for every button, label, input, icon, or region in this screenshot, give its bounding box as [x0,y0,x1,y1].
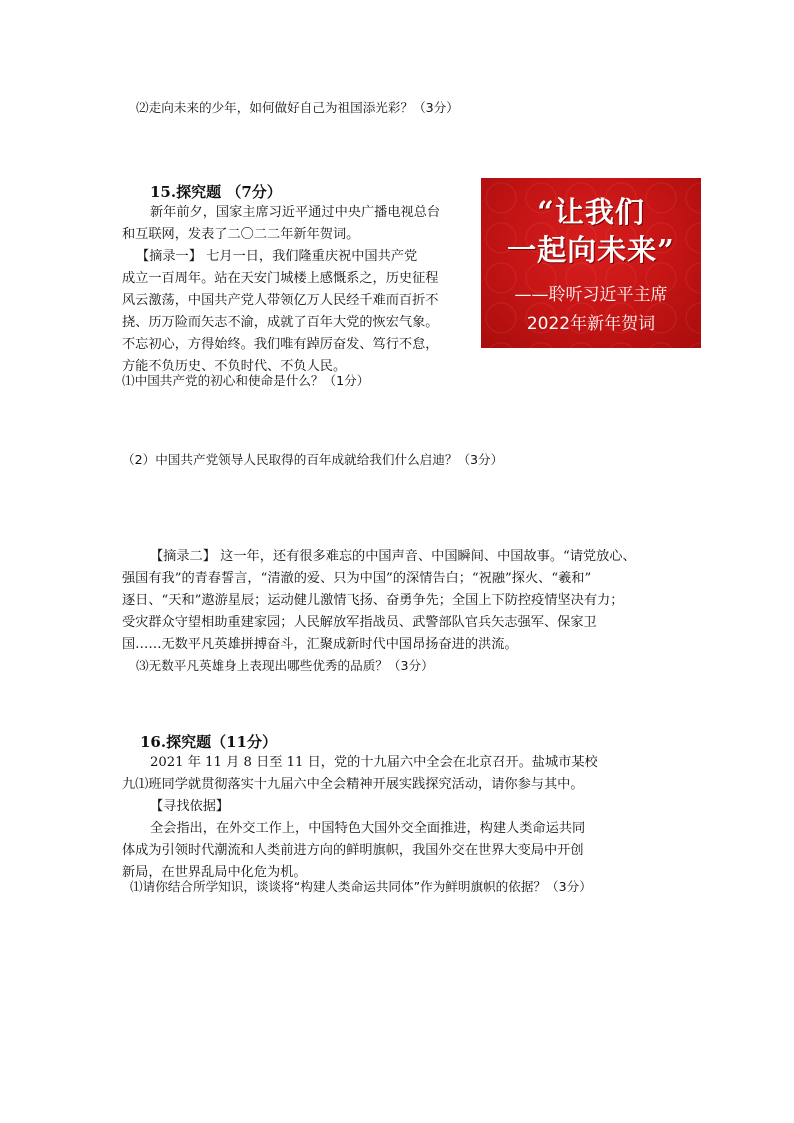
q15-excerpt2-line-4: 受灾群众守望相助重建家园；人民解放军指战员、武警部队官兵矢志强军、保家卫 [122,615,597,630]
q15-excerpt2-line-2: 强国有我”的青春誓言，“清澈的爱、只为中国”的深情告白；“祝融”探火、“羲和” [122,571,592,586]
poster-line-2: 一起向未来” [507,233,675,267]
q16-basis-line-3: 新局，在世界乱局中化危为机。 [122,865,307,880]
question-15-1: ⑴中国共产党的初心和使命是什么？（1分） [122,373,370,388]
q16-intro-line-1: 2021 年 11 月 8 日至 11 日，党的十九届六中全会在北京召开。盐城市某校 [150,755,598,770]
question-15-3: ⑶无数平凡英雄身上表现出哪些优秀的品质？（3分） [136,658,434,673]
q15-excerpt1-line-5: 不忘初心，方得始终。我们唯有踔厉奋发、笃行不怠， [122,337,439,352]
q16-basis-line-1: 全会指出，在外交工作上，中国特色大国外交全面推进，构建人类命运共同 [150,821,586,836]
poster-line-3: ——聆听习近平主席 [514,285,668,305]
q15-excerpt1-line-2: 成立一百周年。站在天安门城楼上感慨系之，历史征程 [122,271,439,286]
q15-excerpt2-line-3: 逐日、“天和”遨游星辰；运动健儿激情飞扬、奋勇争先；全国上下防控疫情坚决有力； [122,593,624,608]
question-15-heading: 15.探究题 （7分） [150,183,282,201]
q15-excerpt1-line-1: 【摘录一】 七月一日，我们隆重庆祝中国共产党 [136,249,418,264]
question-14-2: ⑵走向未来的少年，如何做好自己为祖国添光彩？（3分） [136,100,459,115]
q15-intro-line-1: 新年前夕，国家主席习近平通过中央广播电视总台 [150,205,441,220]
q16-intro-line-2: 九⑴班同学就贯彻落实十九届六中全会精神开展实践探究活动，请你参与其中。 [122,777,584,792]
q15-excerpt2-line-1: 【摘录二】 这一年，还有很多难忘的中国声音、中国瞬间、中国故事。“请党放心、 [150,549,636,564]
q15-excerpt1-line-4: 挠、历万险而矢志不渝，成就了百年大党的恢宏气象。 [122,315,439,330]
question-16-1: ⑴请你结合所学知识，谈谈将“构建人类命运共同体”作为鲜明旗帜的依据？（3分） [130,879,592,894]
poster-line-1: “让我们 [537,195,645,229]
q15-excerpt1-line-6: 方能不负历史、不负时代、不负人民。 [122,359,347,374]
q15-excerpt1-line-3: 风云激荡，中国共产党人带领亿万人民经千难而百折不 [122,293,439,308]
q15-intro-line-2: 和互联网，发表了二〇二二年新年贺词。 [122,227,360,242]
new-year-speech-poster [481,178,701,348]
poster-line-4: 2022年新年贺词 [526,314,656,334]
question-15-2: （2）中国共产党领导人民取得的百年成就给我们什么启迪？（3分） [122,452,504,467]
q16-section-label: 【寻找依据】 [150,799,230,814]
q15-excerpt2-line-5: 国……无数平凡英雄拼搏奋斗，汇聚成新时代中国昂扬奋进的洪流。 [122,637,518,652]
q16-basis-line-2: 体成为引领时代潮流和人类前进方向的鲜明旗帜，我国外交在世界大变局中开创 [122,843,584,858]
question-16-heading: 16.探究题（11分） [140,733,277,751]
